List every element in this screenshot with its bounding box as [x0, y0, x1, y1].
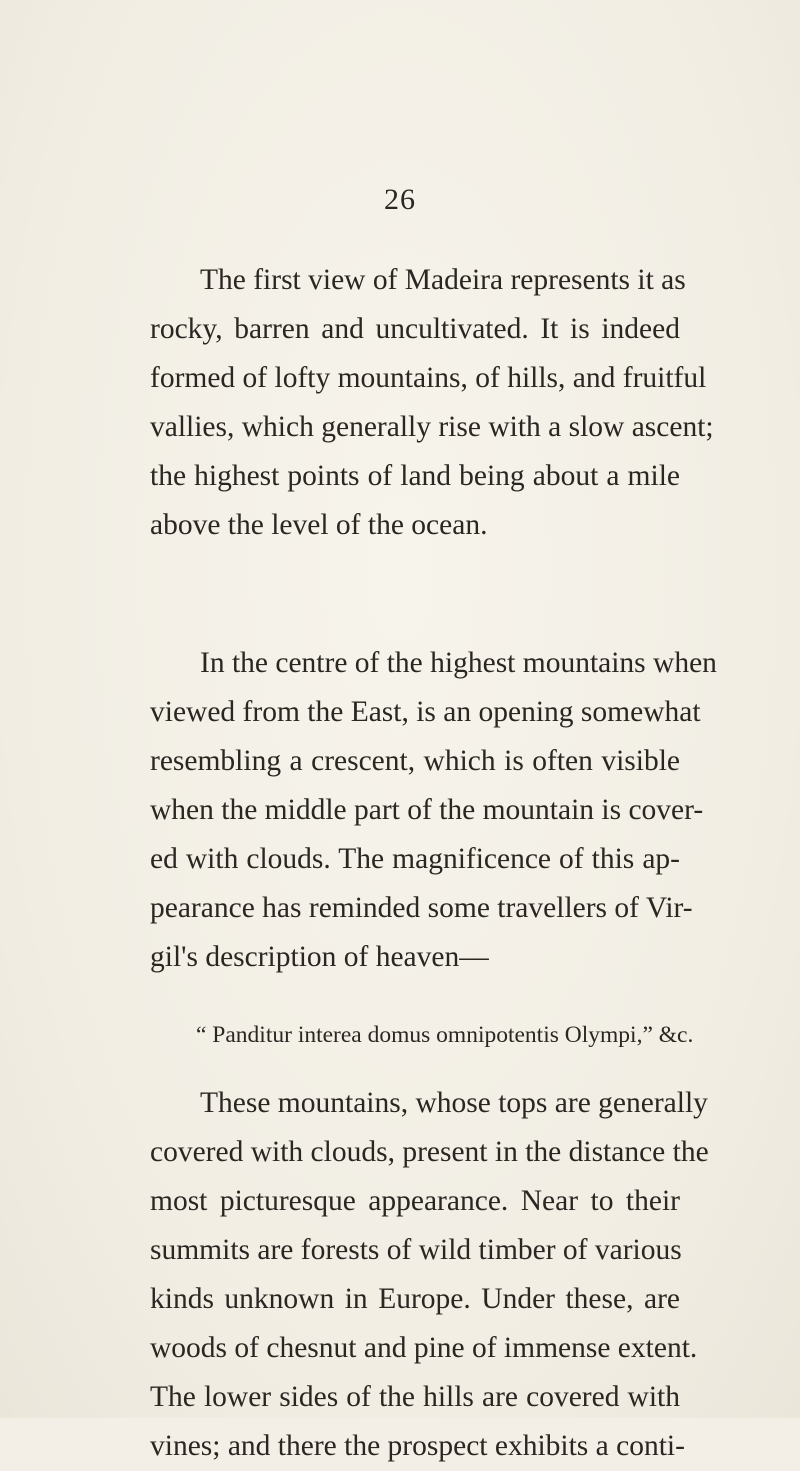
text-line: kinds unknown in Europe. Under these, are [150, 1283, 680, 1315]
text-line: ed with clouds. The magnificence of this ap- [150, 843, 680, 875]
text-line: when the middle part of the mountain is cover- [150, 794, 704, 826]
text-line: resembling a crescent, which is often visible [150, 745, 680, 777]
text-line: In the centre of the highest mountains when [200, 647, 717, 679]
text-line: covered with clouds, present in the distance the [150, 1136, 709, 1168]
page-number: 26 [384, 183, 416, 216]
text-line: viewed from the East, is an opening somewhat [150, 696, 701, 728]
latin-quotation: “ Panditur interea domus omnipotentis Olympi,” &c. [196, 1022, 694, 1048]
text-line: The first view of Madeira represents it as [200, 264, 686, 296]
text-line: the highest points of land being about a mile [150, 460, 680, 492]
text-line: These mountains, whose tops are generally [200, 1087, 708, 1119]
text-line: vallies, which generally rise with a slow ascent; [150, 411, 714, 443]
text-line: woods of chesnut and pine of immense extent. [150, 1332, 698, 1364]
paragraph-mountains-forests [150, 1079, 709, 1471]
text-line: summits are forests of wild timber of various [150, 1234, 682, 1266]
text-line: formed of lofty mountains, of hills, and fruitful [150, 362, 707, 394]
text-line: most picturesque appearance. Near to their [150, 1185, 680, 1217]
text-line: gil's description of heaven— [150, 941, 489, 973]
text-line: vines; and there the prospect exhibits a conti- [150, 1430, 685, 1462]
text-line: pearance has reminded some travellers of Vir- [150, 892, 693, 924]
paragraph-madeira-first-view [150, 256, 714, 550]
paragraph-crescent-opening [150, 639, 717, 982]
text-line: above the level of the ocean. [150, 509, 488, 541]
text-line: rocky, barren and uncultivated. It is indeed [150, 313, 680, 345]
text-line: The lower sides of the hills are covered with [150, 1381, 680, 1413]
